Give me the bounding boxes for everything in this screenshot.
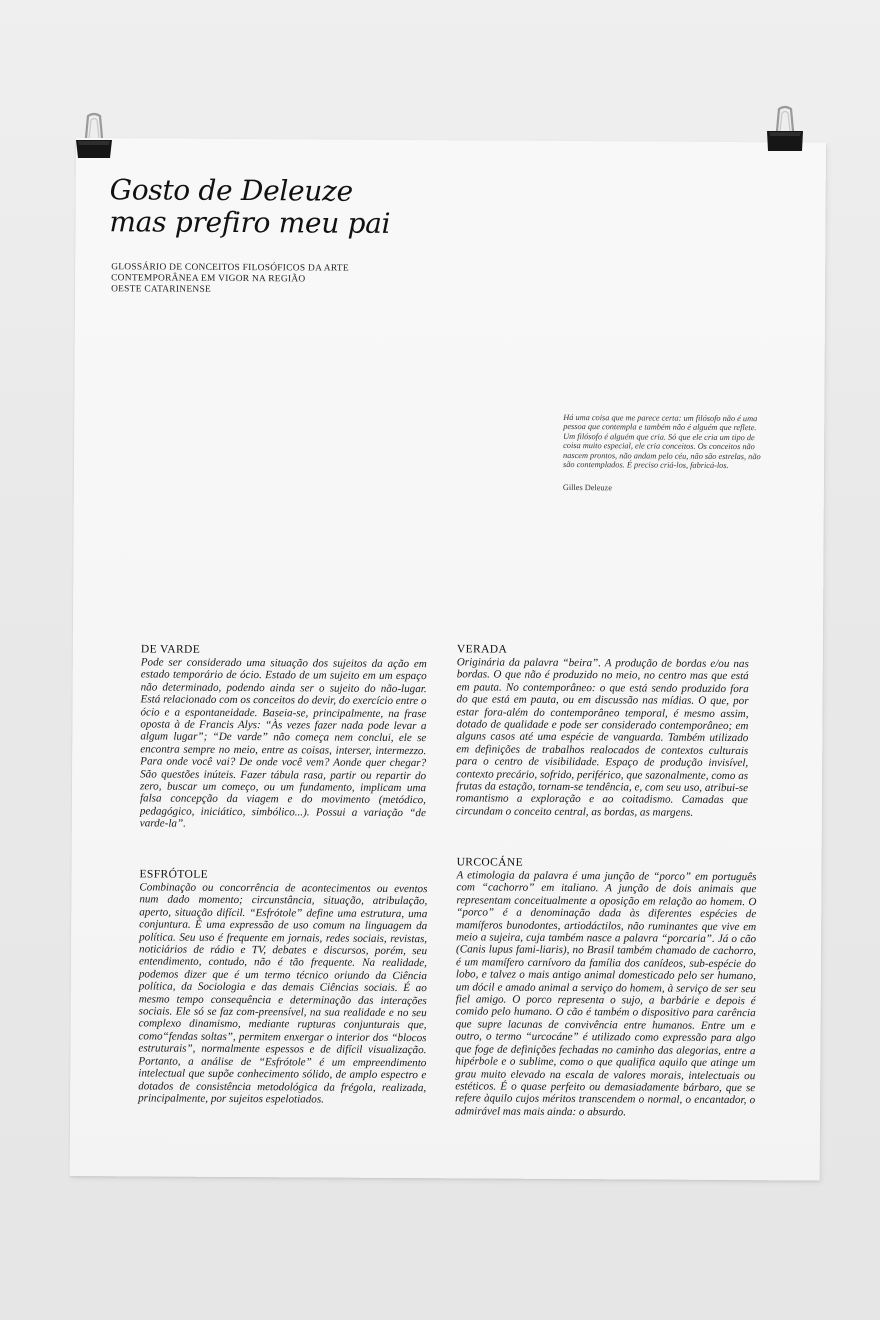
poster-title-line: Gosto de Deleuze — [109, 173, 353, 208]
binder-clip-left-icon — [74, 112, 114, 160]
glossary-term: VERADA — [456, 643, 508, 656]
poster-subtitle-line: CONTEMPORÂNEA EM VIGOR NA REGIÃO — [111, 273, 306, 285]
glossary-definition: Pode ser considerado uma situação dos sujeitos da ação em estado temporário de ócio. Estado de um sujeito em um espaço não determinado, podendo ainda ser o sujeito do não-lugar. Está relacionado com os conceitos do devir, do exercício entre o ócio e a espontaneidade. Baseia-se, principalmente, na frase oposta à de Francis Alys: “Às vezes fazer nada pode levar a algum lugar”; “De varde” não começa nem conclui, ele se encontra sempre no meio, entre as coisas, interser, intermezzo. Para onde você vai? De onde você vem? Aonde quer chegar? São questões inúteis. Fazer tábula rasa, partir ou repartir do zero, buscar um começo, ou um fundamento, implicam uma falsa concepção da viagem e do movimento (metódico, pedagógico, iniciático, simbólico...). Possui a variação “de varde-la”. — [139, 656, 427, 830]
poster-title-line: mas prefiro meu pai — [109, 205, 391, 240]
glossary-entry-de-varde — [140, 643, 427, 831]
epigraph-quote: Há uma coisa que me parece certa: um filósofo não é uma pessoa que contempla e também não é alguém que reflete. Um filósofo é alguém que cria. Só que ele cria um tipo de coisa muito especial, ele cria conceitos. Os conceitos não nascem prontos, não andam pelo céu, não são estrelas, não são contemplados. É preciso criá-los, fabricá-los. — [562, 412, 761, 471]
poster-subtitle-line: GLOSSÁRIO DE CONCEITOS FILOSÓFICOS DA ARTE — [111, 262, 349, 274]
glossary-entry-urcocane — [455, 856, 757, 1119]
glossary-entry-verada — [456, 643, 749, 819]
glossary-definition: Originária da palavra “beira”. A produção de bordas e/ou nas bordas. O que não é produzido no meio, no centro mas que está em pauta. No contemporâneo: o que está sendo produzido fora do que está em pauta, ou em discussão nas mídias. O que, por estar fora-além do contemporâneo temporal, é mesmo assim, dotado de qualidade e pode ser considerado contemporâneo; em alguns casos até uma espécie de vanguarda. Também utilizado em definições de trabalhos realocados de contextos culturais para o centro de visibilidade. Espaço de produção invisível, contexto precário, sofrido, periférico, que sazonalmente, como as frutas da estação, tornam-se tendência, e, com seu uso, atribui-se romantismo a exploração e ao coitadismo. Camadas que circundam o conceito central, as bordas, as margens. — [455, 656, 749, 819]
glossary-entry-esfrotole — [138, 868, 427, 1106]
poster-subtitle — [111, 262, 411, 297]
glossary-term: URCOCÁNE — [456, 856, 524, 869]
glossary-definition: A etimologia da palavra é uma junção de “porco” em português com “cachorro” em italiano. A junção de dois animais que representam conceitualmente a oposição em relação ao homem. O “porco” é a denominação dada às diferentes espécies de mamíferos bunodontes, artiodáctilos, não ruminantes que vive em meio a sujeira, cuja também nasce a palavra “porcaria”. Já o cão (Canis lupus fami-liaris), no Brasil também chamado de cachorro, é um mamífero carnívoro da família dos canídeos, sub-espécie do lobo, e talvez o mais antigo animal domesticado pelo ser humano, um dócil e amado animal a serviço do homem, à serviço de ser seu fiel amigo. O porco representa o sujo, a barbárie e depois é comido pelo humano. O cão é também o dispositivo para carência que supre lacunas de convivência entre humanos. Entre um e outro, o termo “urcocáne” é utilizado como expressão para algo que foge de definições fechadas no caminho das alegorias, entre a hipérbole e o sublime, como o que qualifica aquilo que atinge um grau muito elevado na escala de valores morais, intelectuais ou estéticos. É o quase perfeito ou demasiadamente bárbaro, que se refere àquilo cujos méritos transcendem o normal, o encantador, o admirável mas mais ainda: o absurdo. — [455, 869, 757, 1119]
glossary-definition: Combinação ou concorrência de acontecimentos ou eventos num dado momento; circunstância, situação, atribulação, aperto, situação difícil. “Esfrótole” define uma estrutura, uma conjuntura. É uma expressão de uso comum na linguagem da política. Seu uso é frequente em jornais, redes sociais, revistas, noticiários de rádio e TV, debates e discursos, porém, seu entendimento, contudo, não é tão frequente. Na realidade, podemos dizer que é um termo técnico oriundo da Ciência política, da Sociologia e das demais Ciências sociais. É ao mesmo tempo consequência e determinação das interações sociais. Ele só se faz com-preensível, na sua realidade e no seu complexo dinamismo, mediante rupturas conjunturais que, como“fendas soltas”, permitem enxergar o interior dos “blocos estruturais”, normalmente espessos e de difícil visualização. Portanto, a análise de “Esfrótole” é um empreendimento intelectual que supõe conhecimento sólido, de amplo espectro e dotados de consistência metodológica da frégola, realizada, principalmente, por sujeitos espelotiados. — [138, 881, 428, 1106]
poster-title — [109, 174, 529, 241]
epigraph-author: Gilles Deleuze — [562, 482, 612, 493]
poster-subtitle-line: OESTE CATARINENSE — [111, 284, 212, 295]
binder-clip-right-icon — [765, 105, 805, 153]
glossary-term: DE VARDE — [140, 643, 201, 656]
poster-sheet — [70, 138, 826, 1181]
glossary-term: ESFRÓTOLE — [139, 868, 209, 881]
